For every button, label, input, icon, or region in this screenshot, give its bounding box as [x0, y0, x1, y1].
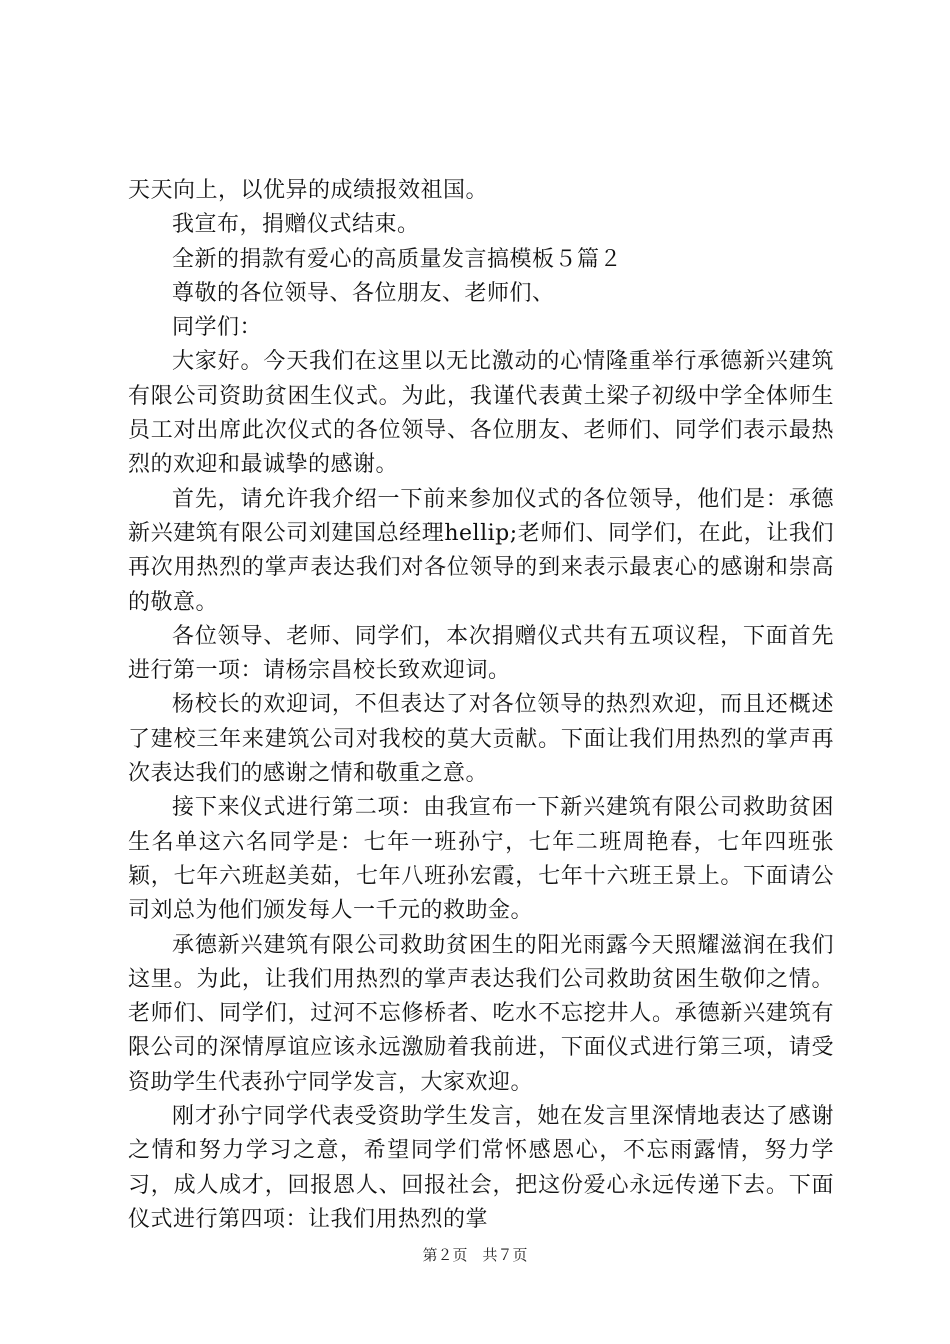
- paragraph-2: 我宣布，捐赠仪式结束。: [172, 212, 420, 238]
- paragraph-8: 各位领导、老师、同学们，本次捐赠仪式共有五项议程，下面首先进行第一项：请杨宗昌校长致欢迎词。: [128, 623, 834, 684]
- paragraph-title: 全新的捐款有爱心的高质量发言搞模板５篇２: [172, 246, 623, 272]
- page-number-footer: 第２页 共７页: [422, 1246, 528, 1264]
- paragraph-salutation-2: 同学们：: [172, 315, 263, 341]
- paragraph-salutation: 尊敬的各位领导、各位朋友、老师们、: [172, 280, 555, 306]
- paragraph-9: 杨校长的欢迎词，不但表达了对各位领导的热烈欢迎，而且还概述了建校三年来建筑公司对我校的莫大贡献。下面让我们用热烈的掌声再次表达我们的感谢之情和敬重之意。: [128, 692, 834, 787]
- paragraph-1: 天天向上，以优异的成绩报效祖国。: [128, 178, 489, 203]
- document-body: [128, 174, 834, 1237]
- paragraph-11: 承德新兴建筑有限公司救助贫困生的阳光雨露今天照耀滋润在我们这里。为此，让我们用热烈的掌声表达我们公司救助贫困生敬仰之情。老师们、同学们，过河不忘修桥者、吃水不忘挖井人。承德新兴建筑有限公司的深情厚谊应该永远激励着我前进，下面仪式进行第三项，请受资助学生代表孙宁同学发言，大家欢迎。: [128, 932, 834, 1095]
- paragraph-7: 首先，请允许我介绍一下前来参加仪式的各位领导，他们是：承德新兴建筑有限公司刘建国总经理hellip;老师们、同学们，在此，让我们再次用热烈的掌声表达我们对各位领导的到来表示最衷心的感谢和崇高的敬意。: [128, 486, 834, 615]
- paragraph-12: 刚才孙宁同学代表受资助学生发言，她在发言里深情地表达了感谢之情和努力学习之意，希望同学们常怀感恩心，不忘雨露情，努力学习，成人成才，回报恩人、回报社会，把这份爱心永远传递下去。下面仪式进行第四项：让我们用热烈的掌: [128, 1104, 834, 1232]
- paragraph-6: 大家好。今天我们在这里以无比激动的心情隆重举行承德新兴建筑有限公司资助贫困生仪式。为此，我谨代表黄土梁子初级中学全体师生员工对出席此次仪式的各位领导、各位朋友、老师们、同学们表示最热烈的欢迎和最诚挚的感谢。: [128, 349, 834, 478]
- paragraph-10: 接下来仪式进行第二项：由我宣布一下新兴建筑有限公司救助贫困生名单这六名同学是：七年一班孙宁，七年二班周艳春，七年四班张颖，七年六班赵美茹，七年八班孙宏霞，七年十六班王景上。下面请公司刘总为他们颁发每人一千元的救助金。: [128, 795, 834, 924]
